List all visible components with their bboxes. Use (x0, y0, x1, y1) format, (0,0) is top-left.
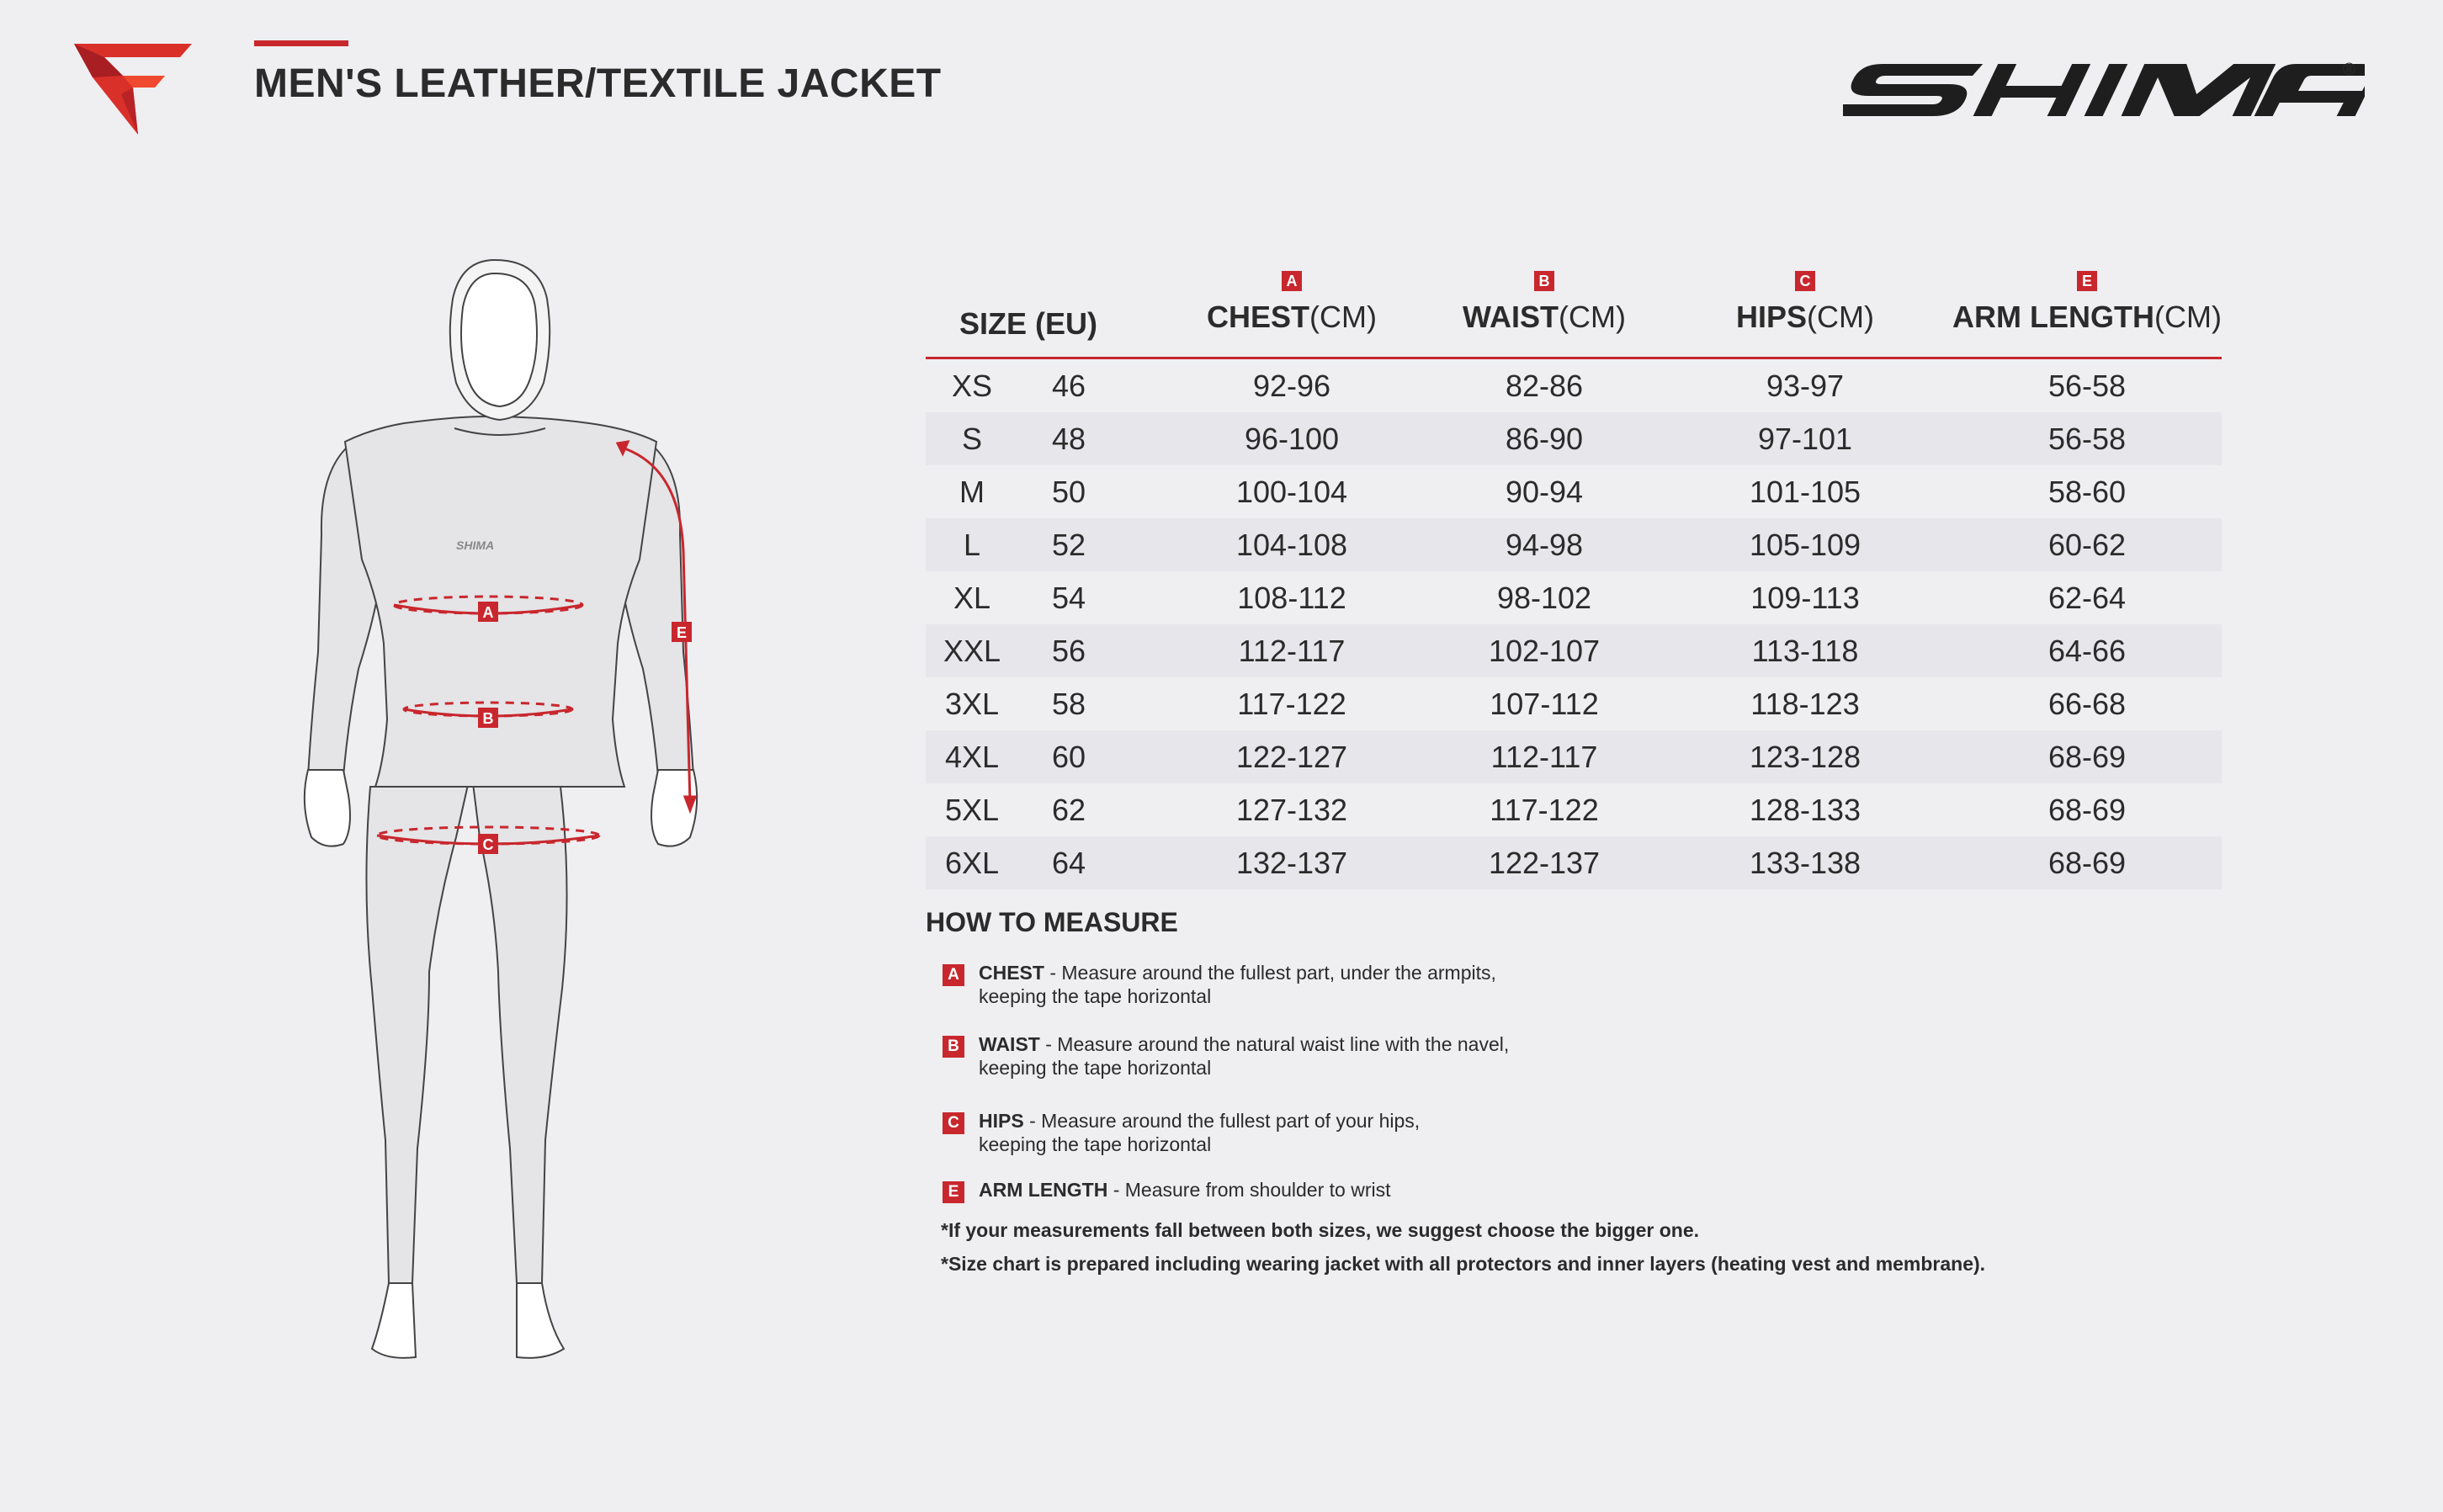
cell-arm: 66-68 (2047, 687, 2127, 721)
cell-chest: 100-104 (1235, 475, 1348, 509)
cell-waist: 98-102 (1496, 581, 1592, 615)
cell-eu: 62 (1051, 793, 1086, 827)
header-arm-length: E ARM LENGTH(CM) (1952, 273, 2222, 334)
cell-chest: 112-117 (1238, 634, 1346, 668)
cell-size: XXL (943, 634, 1001, 668)
table-header (926, 271, 2222, 359)
table-row (926, 359, 2222, 412)
cell-eu: 56 (1051, 634, 1086, 668)
cell-hips: 97-101 (1757, 422, 1853, 456)
svg-text:SHIMA: SHIMA (456, 538, 495, 552)
svg-text:A: A (482, 604, 494, 621)
size-table (926, 271, 2222, 889)
cell-size: 5XL (944, 793, 1000, 827)
cell-arm: 56-58 (2047, 369, 2127, 403)
cell-size: XS (951, 369, 993, 403)
cell-chest: 132-137 (1235, 846, 1348, 880)
cell-hips: 93-97 (1766, 369, 1845, 403)
cell-hips: 105-109 (1749, 528, 1861, 562)
cell-size: L (963, 528, 981, 562)
header-chest: A CHEST(CM) (1207, 273, 1377, 334)
cell-eu: 50 (1051, 475, 1086, 509)
cell-eu: 64 (1051, 846, 1086, 880)
cell-waist: 86-90 (1505, 422, 1584, 456)
cell-arm: 58-60 (2047, 475, 2127, 509)
header-waist: B WAIST(CM) (1463, 273, 1626, 334)
cell-size: M (959, 475, 985, 509)
cell-chest: 127-132 (1235, 793, 1348, 827)
cell-waist: 122-137 (1488, 846, 1601, 880)
table-row (926, 412, 2222, 465)
cell-waist: 107-112 (1490, 687, 1599, 721)
table-row (926, 730, 2222, 783)
note-between-sizes: *If your measurements fall between both sizes, we suggest choose the bigger one. (941, 1219, 1700, 1241)
cell-eu: 52 (1051, 528, 1086, 562)
cell-eu: 54 (1051, 581, 1086, 615)
cell-arm: 68-69 (2047, 846, 2127, 880)
cell-eu: 48 (1051, 422, 1086, 456)
cell-eu: 60 (1051, 740, 1086, 774)
cell-eu: 58 (1051, 687, 1086, 721)
cell-hips: 128-133 (1749, 793, 1861, 827)
svg-text:C: C (482, 836, 494, 853)
cell-arm: 62-64 (2047, 581, 2127, 615)
table-row (926, 783, 2222, 836)
cell-waist: 112-117 (1490, 740, 1598, 774)
table-row (926, 624, 2222, 677)
header-size: SIZE (EU) (959, 306, 1098, 341)
cell-arm: 68-69 (2047, 740, 2127, 774)
cell-arm: 68-69 (2047, 793, 2127, 827)
cell-waist: 102-107 (1488, 634, 1601, 668)
cell-size: 3XL (944, 687, 1000, 721)
cell-chest: 96-100 (1244, 422, 1340, 456)
cell-hips: 101-105 (1749, 475, 1861, 509)
how-to-measure-title: HOW TO MEASURE (926, 907, 1178, 937)
table-body (926, 359, 2222, 889)
cell-eu: 46 (1051, 369, 1086, 403)
cell-hips: 109-113 (1750, 581, 1860, 615)
svg-text:E: E (676, 624, 688, 641)
table-row (926, 518, 2222, 571)
cell-size: 6XL (944, 846, 1000, 880)
cell-size: S (961, 422, 982, 456)
table-row (926, 465, 2222, 518)
table-row (926, 836, 2222, 889)
cell-chest: 92-96 (1252, 369, 1331, 403)
cell-waist: 82-86 (1505, 369, 1584, 403)
table-row (926, 571, 2222, 624)
table-row (926, 677, 2222, 730)
note-protectors: *Size chart is prepared including wearing jacket with all protectors and inner layers (heating vest and membrane). (941, 1253, 1986, 1275)
cell-chest: 122-127 (1235, 740, 1348, 774)
title-accent-bar (254, 40, 348, 46)
body-figure (278, 248, 715, 1367)
cell-arm: 56-58 (2047, 422, 2127, 456)
cell-arm: 60-62 (2047, 528, 2127, 562)
header-hips: C HIPS(CM) (1736, 273, 1874, 334)
cell-hips: 113-118 (1751, 634, 1859, 668)
cell-waist: 94-98 (1505, 528, 1584, 562)
cell-waist: 90-94 (1505, 475, 1584, 509)
cell-size: XL (953, 581, 991, 615)
cell-hips: 123-128 (1749, 740, 1861, 774)
svg-text:B: B (482, 710, 494, 727)
cell-size: 4XL (944, 740, 1000, 774)
page-title: MEN'S LEATHER/TEXTILE JACKET (254, 61, 942, 106)
cell-arm: 64-66 (2047, 634, 2127, 668)
cell-chest: 104-108 (1235, 528, 1348, 562)
cell-hips: 133-138 (1749, 846, 1861, 880)
cell-hips: 118-123 (1750, 687, 1860, 721)
shima-wordmark (1843, 61, 2365, 119)
registered-mark: ® (2343, 61, 2355, 79)
cell-waist: 117-122 (1490, 793, 1599, 827)
cell-chest: 108-112 (1237, 581, 1346, 615)
shima-logo-icon (74, 44, 192, 135)
cell-chest: 117-122 (1237, 687, 1346, 721)
